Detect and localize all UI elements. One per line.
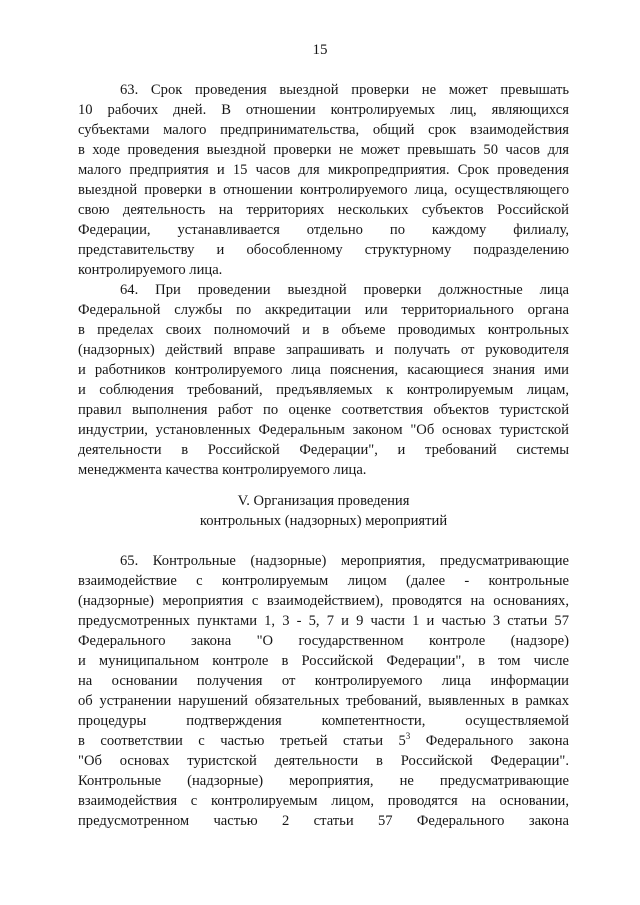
p65-line-8: об устранении нарушений обязательных требований, выявленных в рамках [78, 693, 569, 709]
p65-line-7: на основании получения от контролируемого лица информации [78, 673, 569, 689]
p63-line-7: свою деятельность на территориях нескольких субъектов Российской [78, 202, 569, 218]
p65-line-14: предусмотренном частью 2 статьи 57 Федерального закона [78, 813, 569, 829]
p64-line-8: индустрии, установленных Федеральным законом "Об основах туристской [78, 422, 569, 438]
section-heading-line-2: контрольных (надзорных) мероприятий [199, 513, 448, 529]
p65-line-4: предусмотренных пунктами 1, 3 - 5, 7 и 9 части 1 и частью 3 статьи 57 [78, 613, 569, 629]
p65-line-12: Контрольные (надзорные) мероприятия, не предусматривающие [78, 773, 569, 789]
p63-line-3: субъектами малого предпринимательства, общий срок взаимодействия [78, 122, 569, 138]
p65-line-1: 65. Контрольные (надзорные) мероприятия, предусматривающие [120, 553, 569, 569]
p65-line-10-text-end: Федерального закона [410, 733, 569, 749]
p64-line-10: менеджмента качества контролируемого лица. [78, 462, 367, 478]
p63-line-10: контролируемого лица. [78, 262, 223, 278]
p64-line-7: правил выполнения работ по оценке соответствия объектов туристской [78, 402, 569, 418]
page-number: 15 [312, 42, 328, 58]
p65-line-11: "Об основах туристской деятельности в Российской Федерации". [78, 753, 569, 769]
p65-line-10-text: в соответствии с частью третьей статьи 5 [78, 733, 406, 749]
p64-line-6: и соблюдения требований, предъявляемых к контролируемым лицам, [78, 382, 569, 398]
p63-line-2: 10 рабочих дней. В отношении контролируемых лиц, являющихся [78, 102, 569, 118]
p64-line-2: Федеральной службы по аккредитации или территориального органа [78, 302, 569, 318]
p64-line-9: деятельности в Российской Федерации", и требований системы [78, 442, 569, 458]
p65-line-2: взаимодействие с контролируемым лицом (далее - контрольные [78, 573, 569, 589]
p63-line-6: выездной проверки в отношении контролируемого лица, осуществляющего [78, 182, 569, 198]
p63-line-8: Федерации, устанавливается отдельно по каждому филиалу, [78, 222, 569, 238]
footnote-superscript: 3 [405, 731, 411, 742]
p64-line-3: в пределах своих полномочий и в объеме проводимых контрольных [78, 322, 569, 338]
p63-line-4: в ходе проведения выездной проверки не может превышать 50 часов для [78, 142, 569, 158]
p63-line-5: малого предприятия и 15 часов для микропредприятия. Срок проведения [78, 162, 569, 178]
p63-line-9: представительству и обособленному структурному подразделению [78, 242, 569, 258]
p65-line-6: и муниципальном контроле в Российской Федерации", в том числе [78, 653, 569, 669]
p64-line-1: 64. При проведении выездной проверки должностные лица [120, 282, 569, 298]
p65-line-10 [78, 731, 569, 751]
p65-line-9: процедуры подтверждения компетентности, осуществляемой [78, 713, 569, 729]
p64-line-5: и работников контролируемого лица пояснения, касающиеся знания ими [78, 362, 569, 378]
p65-line-5: Федерального закона "О государственном контроле (надзоре) [78, 633, 569, 649]
p64-line-4: (надзорных) действий вправе запрашивать и получать от руководителя [78, 342, 569, 358]
section-heading-line-1: V. Организация проведения [237, 493, 410, 509]
p65-line-13: взаимодействия с контролируемым лицом, проводятся на основании, [78, 793, 569, 809]
p63-line-1: 63. Срок проведения выездной проверки не может превышать [120, 82, 569, 98]
p65-line-3: (надзорные) мероприятия с взаимодействием), проводятся на основаниях, [78, 593, 569, 609]
